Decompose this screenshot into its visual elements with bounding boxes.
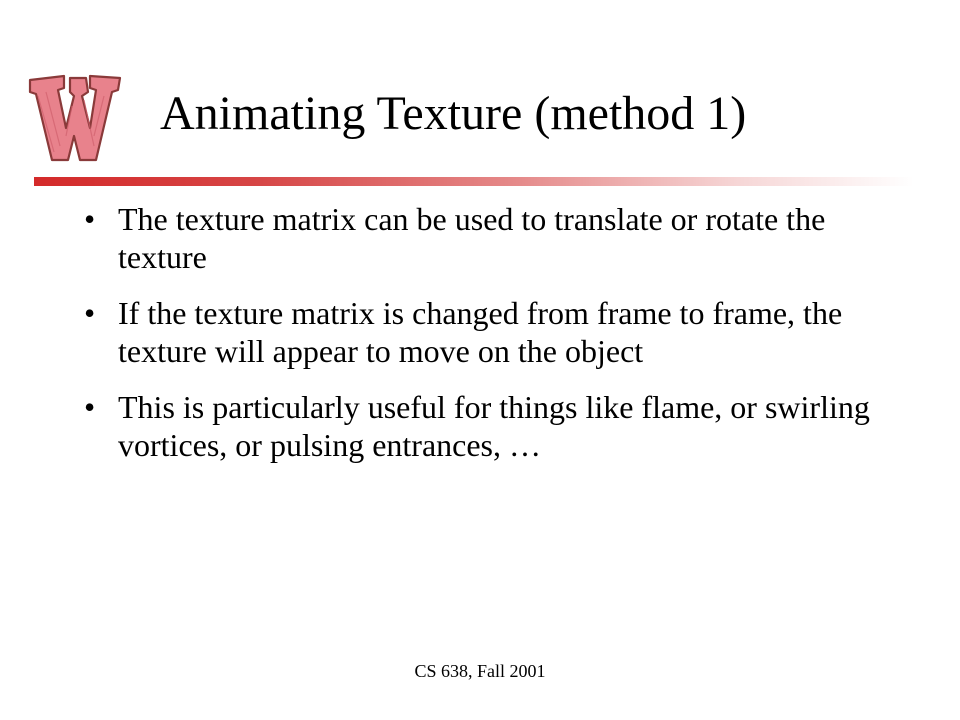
bullet-dot-icon: • — [84, 389, 96, 425]
bullet-text: If the texture matrix is changed from frame to frame, the texture will appear to move on the object — [118, 295, 843, 369]
bullet-item — [84, 200, 904, 276]
bullet-dot-icon: • — [84, 201, 96, 237]
bullet-item — [84, 294, 904, 370]
wisconsin-w-logo-icon — [24, 66, 124, 166]
bullet-text: The texture matrix can be used to translate or rotate the texture — [118, 201, 826, 275]
slide-title: Animating Texture (method 1) — [160, 87, 747, 140]
bullet-dot-icon: • — [84, 295, 96, 331]
bullet-text: This is particularly useful for things like flame, or swirling vortices, or pulsing entrances, … — [118, 389, 870, 463]
bullet-item — [84, 388, 904, 464]
slide-footer: CS 638, Fall 2001 — [414, 661, 546, 681]
title-underline-rule — [34, 177, 914, 186]
bullet-list — [84, 200, 904, 482]
